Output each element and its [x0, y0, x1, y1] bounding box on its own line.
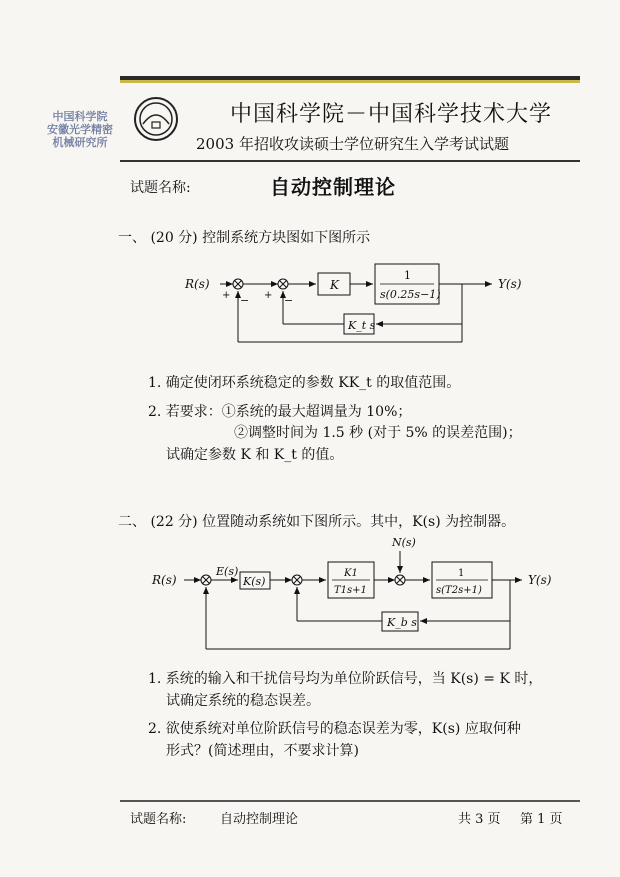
output-label: Y(s) [498, 277, 522, 291]
exam-title: 2003 年招收攻读硕士学位研究生入学考试试题 [196, 135, 509, 153]
minus-sign: − [240, 294, 250, 307]
disturbance-label: N(s) [392, 536, 416, 549]
output-label: Y(s) [528, 573, 552, 587]
block2-denominator: s(T2s+1) [436, 585, 482, 596]
block-diagram-1 [180, 258, 540, 348]
plus-sign: + [264, 290, 273, 301]
block1-numerator: K1 [344, 568, 358, 579]
footer-page-number: 第 1 页 [520, 812, 563, 827]
institution-stamp [40, 110, 120, 149]
controller-label: K(s) [243, 575, 266, 588]
input-label: R(s) [152, 573, 177, 587]
plant-denominator: s(0.25s−1) [380, 288, 441, 301]
plus-sign: + [222, 290, 231, 301]
question-2-item-2b: 形式？(简述理由，不要求计算) [166, 743, 359, 759]
question-2-heading: 二、 (22 分) 位置随动系统如下图所示。其中，K(s) 为控制器。 [118, 514, 516, 530]
feedback-label: K_t s [348, 319, 376, 332]
footer-subject-label: 试题名称: [130, 812, 187, 827]
question-1-heading: 一、 (20 分) 控制系统方块图如下图所示 [118, 230, 371, 246]
stamp-line: 安徽光学精密 [47, 123, 113, 136]
question-1-item-2c: 试确定参数 K 和 K_t 的值。 [166, 447, 344, 463]
footer-total-pages: 共 3 页 [458, 812, 501, 827]
university-title: 中国科学院－中国科学技术大学 [230, 102, 553, 127]
question-1-item-2b: ②调整时间为 1.5 秒 (对于 5% 的误差范围)； [234, 425, 522, 441]
footer-rule [120, 800, 580, 802]
question-1-item-2: 2. 若要求：①系统的最大超调量为 10%； [148, 404, 412, 420]
subject-label: 试题名称: [130, 180, 191, 196]
block-diagram-2 [150, 535, 570, 660]
block2-numerator: 1 [458, 568, 465, 579]
question-1-item-1: 1. 确定使闭环系统稳定的参数 KK_t 的取值范围。 [148, 375, 461, 391]
gain-label: K [330, 278, 339, 292]
university-logo-icon [133, 96, 179, 142]
input-label: R(s) [185, 277, 210, 291]
header-bottom-rule [120, 160, 580, 162]
minus-sign: − [284, 294, 294, 307]
subject-title: 自动控制理论 [270, 175, 396, 199]
plant-numerator: 1 [404, 269, 411, 282]
stamp-line: 中国科学院 [52, 110, 108, 123]
error-label: E(s) [216, 565, 239, 578]
question-2-item-1b: 试确定系统的稳态误差。 [166, 693, 320, 709]
block1-denominator: T1s+1 [334, 585, 367, 596]
feedback-label: K_b s [387, 616, 417, 629]
question-2-item-1: 1. 系统的输入和干扰信号均为单位阶跃信号，当 K(s) = K 时， [148, 671, 543, 687]
header-accent-band [120, 80, 580, 83]
footer-subject: 自动控制理论 [220, 812, 299, 827]
stamp-line: 机械研究所 [52, 136, 108, 149]
question-2-item-2: 2. 欲使系统对单位阶跃信号的稳态误差为零，K(s) 应取何种 [148, 721, 521, 737]
